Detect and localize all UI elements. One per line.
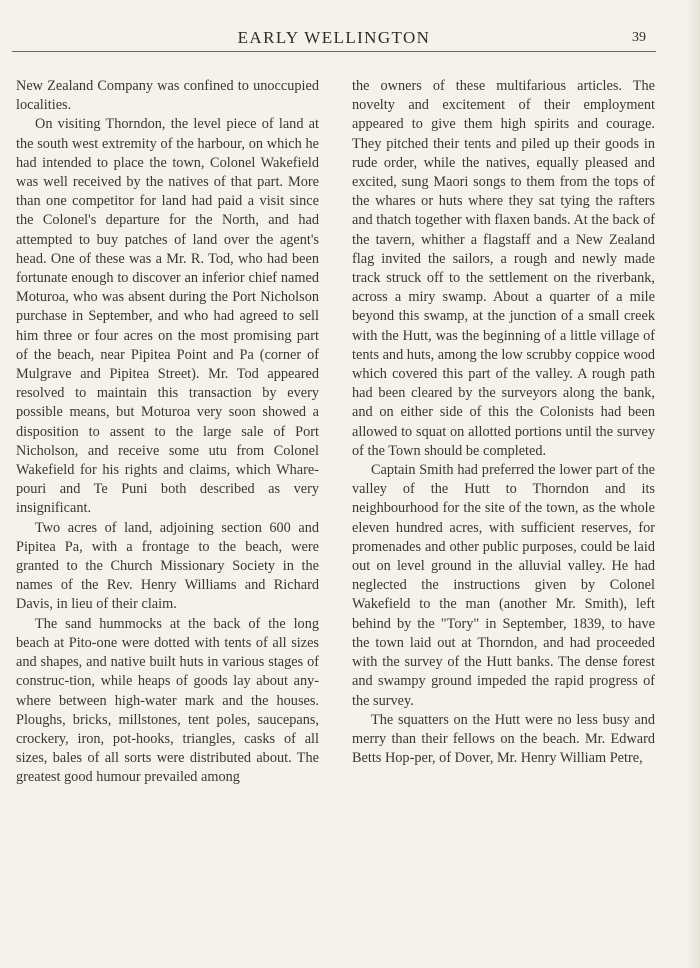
paragraph-captain-smith: Captain Smith had preferred the lower part of the valley of the Hutt to Thorndon and its neighbourhood for the site of the town, as the whole eleven hundred acres, with sufficient reserves, for promenades and other public purposes, could be laid out on level ground in the alluvial valley. He had neglected the instructions given by Colonel Wakefield to the man (another Mr. Smith), left behind by the "Tory" in September, 1839, to have the town laid out at Thorndon, and had proceeded with the survey of the Hutt banks. The dense forest and swampy ground impeded the rapid progress of the survey. — [352, 462, 655, 709]
paragraph-mission-land: Two acres of land, adjoining section 600 and Pipitea Pa, with a frontage to the beach, were granted to the Church Missionary Society in the names of the Rev. Henry Williams and Richard Davis, in lieu of their claim. — [16, 519, 319, 613]
running-title: EARLY WELLINGTON — [237, 28, 431, 47]
paragraph-settlers-camp: the owners of these multifarious articles. The novelty and excitement of their employment appeared to give them high spirits and courage. They pitched their tents and piled up their goods in rude order, while the natives, equally pleased and excited, sung Maori songs to them from the tops of the whares or huts where they sat tying the rafters and thatch together with flaxen bands. At the back of the tavern, whither a flagstaff and a New Zealand flag invited the sailors, a rough and newly made track struck off to the settlement on the riverbank, across a miry swamp. About a quarter of a mile beyond this swamp, at the junction of a small creek with the Hutt, was the beginning of a little village of tents and huts, among the low scrubby coppice wood which covered this part of the valley. A rough path had been cleared by the surveyors along the bank, and on either side of this the Colonists had been allowed to squat on allotted portions until the survey of the Town should be completed. — [352, 78, 655, 459]
page-number: 39 — [632, 30, 646, 45]
page-edge-shadow — [686, 0, 700, 968]
paragraph-pito-one-beach: The sand hummocks at the back of the long beach at Pito-one were dotted with tents of all sizes and shapes, and native built huts in various stages of construc-tion, while heaps of goods lay about any-where between high-water mark and the houses. Ploughs, bricks, millstones, tent poles, saucepans, crockery, iron, pot-hooks, triangles, casks of all sizes, bales of all sorts were distributed about. The greatest good humour prevailed among — [16, 615, 319, 786]
paragraph-continued: New Zealand Company was confined to unoccupied localities. — [16, 78, 319, 114]
header-rule — [12, 51, 656, 52]
left-column — [16, 77, 319, 788]
paragraph-thorndon-visit: On visiting Thorndon, the level piece of land at the south west extremity of the harbour, on which he had intended to place the town, Colonel Wakefield was well received by the natives of that part. More than one competitor for land had paid a visit since the Colonel's departure for the North, and had attempted to buy patches of land over the agent's head. One of these was a Mr. R. Tod, who had been fortunate enough to discover an inferior chief named Moturoa, who was absent during the Port Nicholson purchase in September, and who had agreed to sell him three or four acres on the most promising part of the beach, near Pipitea Point and Pa (corner of Mulgrave and Pipitea Street). Mr. Tod appeared resolved to maintain this transaction by every possible means, but Moturoa very soon showed a disposition to assent to the large sale of Port Nicholson, and receive some utu from Colonel Wakefield for his rights and claims, which Whare-pouri and Te Puni both described as very insignificant. — [16, 116, 319, 517]
paragraph-hutt-squatters: The squatters on the Hutt were no less busy and merry than their fellows on the beach. Mr. Edward Betts Hop-per, of Dover, Mr. Henry William Petre, — [352, 711, 655, 767]
right-column — [352, 77, 655, 768]
running-head — [12, 28, 656, 48]
